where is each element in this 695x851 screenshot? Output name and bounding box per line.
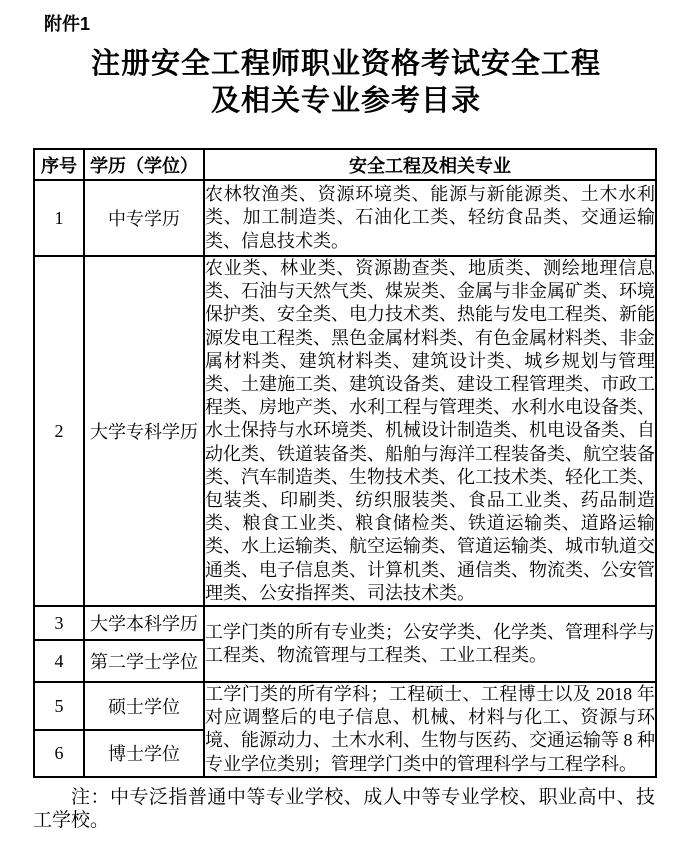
- document-title: [33, 46, 659, 120]
- row-number: 2: [34, 256, 84, 606]
- row-number: 3: [34, 606, 84, 640]
- majors-cell: 农林牧渔类、资源环境类、能源与新能源类、土木水利类、加工制造类、石油化工类、轻纺食品类、交通运输类、信息技术类。: [204, 180, 656, 256]
- degree-cell: 第二学士学位: [84, 640, 204, 682]
- title-line-1: 注册安全工程师职业资格考试安全工程: [90, 48, 601, 80]
- majors-cell-merged-5-6: 工学门类的所有学科；工程硕士、工程博士以及 2018 年对应调整后的电子信息、机械、材料与化工、资源与环境、能源动力、土木水利、生物与医药、交通运输等 8 种专业学位类别；管理学门类中的管理科学与工程学科。: [204, 682, 656, 777]
- degree-cell: 硕士学位: [84, 682, 204, 730]
- footnote: 注：中专泛指普通中等专业学校、成人中等专业学校、职业高中、技工学校。: [33, 786, 655, 831]
- row-number: 4: [34, 640, 84, 682]
- title-line-2: 及相关专业参考目录: [210, 85, 481, 117]
- degree-cell: 博士学位: [84, 730, 204, 777]
- table-row: [34, 682, 656, 730]
- table-row: [34, 256, 656, 606]
- row-number: 6: [34, 730, 84, 777]
- degree-cell: 中专学历: [84, 180, 204, 256]
- column-header-no: 序号: [34, 149, 84, 180]
- table-row: [34, 180, 656, 256]
- column-header-majors: 安全工程及相关专业: [204, 149, 656, 180]
- majors-cell-merged-3-4: 工学门类的所有专业类；公安学类、化学类、管理科学与工程类、物流管理与工程类、工业工程类。: [204, 606, 656, 682]
- attachment-label: 附件1: [44, 14, 91, 34]
- row-number: 5: [34, 682, 84, 730]
- table-header-row: [34, 149, 656, 180]
- degree-cell: 大学本科学历: [84, 606, 204, 640]
- majors-table: [33, 148, 657, 778]
- majors-cell: 农业类、林业类、资源勘查类、地质类、测绘地理信息类、石油与天然气类、煤炭类、金属与非金属矿类、环境保护类、安全类、电力技术类、热能与发电工程类、新能源发电工程类、黑色金属材料类、有色金属材料类、非金属材料类、建筑材料类、建筑设计类、城乡规划与管理类、土建施工类、建筑设备类、建设工程管理类、市政工程类、房地产类、水利工程与管理类、水利水电设备类、水土保持与水环境类、机械设计制造类、机电设备类、自动化类、铁道装备类、船舶与海洋工程装备类、航空装备类、汽车制造类、生物技术类、化工技术类、轻化工类、包装类、印刷类、纺织服装类、食品工业类、药品制造类、粮食工业类、粮食储检类、铁道运输类、道路运输类、水上运输类、航空运输类、管道运输类、城市轨道交通类、电子信息类、计算机类、通信类、物流类、公安管理类、公安指挥类、司法技术类。: [204, 256, 656, 606]
- table-row: [34, 606, 656, 640]
- row-number: 1: [34, 180, 84, 256]
- degree-cell: 大学专科学历: [84, 256, 204, 606]
- column-header-degree: 学历（学位）: [84, 149, 204, 180]
